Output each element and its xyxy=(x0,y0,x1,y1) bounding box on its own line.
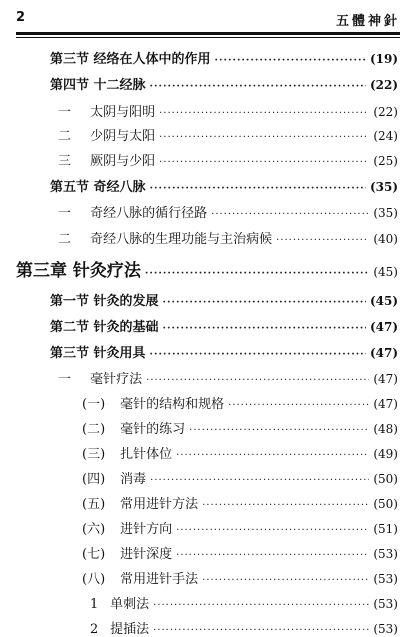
toc-entry-label xyxy=(82,468,146,487)
toc-entry-marker: 第五节 xyxy=(50,180,90,195)
toc-entry-marker: 一 xyxy=(58,105,72,120)
toc-entry-label xyxy=(58,101,155,120)
toc-entry-page: (47) xyxy=(373,397,398,411)
toc-entry-label xyxy=(82,543,172,562)
toc-entry xyxy=(82,393,398,412)
toc-entry-page: (51) xyxy=(373,522,398,536)
toc-leader-dots xyxy=(145,268,369,279)
toc-entry xyxy=(58,228,398,247)
toc-entry-title: 针灸的发展 xyxy=(89,294,159,309)
toc-entry-marker: 三 xyxy=(58,154,72,169)
toc-leader-dots xyxy=(150,183,366,194)
toc-entry-marker: 二 xyxy=(58,232,72,247)
toc-entry-page: (53) xyxy=(373,622,398,636)
toc-leader-dots xyxy=(202,575,369,586)
toc-leader-dots xyxy=(276,235,369,246)
book-title: 五體神針 xyxy=(335,14,400,29)
toc-entry-page: (47) xyxy=(369,320,398,334)
toc-entry-title: 厥阴与少阳 xyxy=(86,154,156,169)
toc-leader-dots xyxy=(159,108,369,119)
toc-entry-page: (49) xyxy=(373,447,398,461)
toc-leader-dots xyxy=(150,81,366,92)
toc-entry xyxy=(90,618,398,637)
toc-entry xyxy=(58,202,398,221)
toc-entry-title: 常用进针手法 xyxy=(116,572,199,587)
toc-entry-label xyxy=(50,290,159,309)
toc-entry-page: (50) xyxy=(373,497,398,511)
toc-entry-page: (47) xyxy=(373,372,398,386)
toc-entry-title: 针灸疗法 xyxy=(67,261,141,281)
toc-entry xyxy=(82,443,398,462)
toc-entry-label xyxy=(82,443,172,462)
toc-entry-page: (53) xyxy=(373,597,398,611)
toc-entry-page: (22) xyxy=(369,78,398,92)
toc-entry-title: 进针方向 xyxy=(116,522,173,537)
toc-entry xyxy=(82,493,398,512)
toc-entry xyxy=(50,74,398,93)
toc-entry-title: 扎针体位 xyxy=(116,447,173,462)
toc-entry-title: 进针深度 xyxy=(116,547,173,562)
page-number: 2 xyxy=(16,10,26,25)
toc-entry-marker: 2 xyxy=(90,622,99,637)
toc-entry-label xyxy=(58,202,207,221)
toc-leader-dots xyxy=(153,625,369,636)
toc-entry xyxy=(58,368,398,387)
toc-entry xyxy=(82,418,398,437)
toc-entry-page: (24) xyxy=(373,129,398,143)
toc-entry-page: (19) xyxy=(369,52,398,66)
toc-leader-dots xyxy=(150,475,369,486)
toc-entry xyxy=(82,543,398,562)
toc-entry-marker: 第二节 xyxy=(50,320,90,335)
toc-entry-marker: 第一节 xyxy=(50,294,90,309)
toc-entry-label xyxy=(58,228,272,247)
toc-entry-label xyxy=(82,568,198,587)
toc-entry-page: (25) xyxy=(373,154,398,168)
toc-entry-title: 针灸的基础 xyxy=(89,320,159,335)
toc-entry-title: 消毒 xyxy=(116,472,147,487)
toc-leader-dots xyxy=(150,349,366,360)
toc-entry-title: 经络在人体中的作用 xyxy=(89,52,211,67)
toc-entry-title: 提插法 xyxy=(106,622,150,637)
toc-leader-dots xyxy=(176,550,369,561)
toc-entry xyxy=(50,316,398,335)
toc-entry-title: 针灸用具 xyxy=(89,346,146,361)
toc-entry-page: (50) xyxy=(373,472,398,486)
toc-entry-page: (53) xyxy=(373,572,398,586)
toc-entry-marker: (三) xyxy=(82,447,106,462)
toc-entry-title: 毫针的结构和规格 xyxy=(116,397,225,412)
toc-entry-title: 少阴与太阳 xyxy=(86,129,156,144)
toc-entry-marker: 一 xyxy=(58,206,72,221)
toc-entry-marker: 第三章 xyxy=(16,261,67,281)
toc-entry-label xyxy=(16,256,141,281)
toc-entry-page: (45) xyxy=(369,294,398,308)
toc-entry-marker: (五) xyxy=(82,497,106,512)
toc-leader-dots xyxy=(159,132,369,143)
toc-entry-label xyxy=(82,393,224,412)
toc-entry-label xyxy=(82,418,185,437)
toc-entry-label xyxy=(50,48,211,67)
toc-leader-dots xyxy=(163,323,366,334)
toc-entry xyxy=(50,290,398,309)
toc-entry xyxy=(82,468,398,487)
toc-entry-title: 单刺法 xyxy=(106,597,150,612)
toc-entry-title: 毫针疗法 xyxy=(86,372,143,387)
toc-entry xyxy=(50,48,398,67)
toc-leader-dots xyxy=(211,209,369,220)
toc-entry xyxy=(16,256,398,281)
toc-entry-marker: (二) xyxy=(82,422,106,437)
toc-entry xyxy=(50,342,398,361)
toc-entry-marker: (八) xyxy=(82,572,106,587)
toc-entry-label xyxy=(90,593,149,612)
toc-leader-dots xyxy=(215,55,366,66)
toc-entry-marker: (一) xyxy=(82,397,106,412)
toc-entry-marker: (七) xyxy=(82,547,106,562)
toc-entry-marker: 第四节 xyxy=(50,78,90,93)
toc-entry-title: 常用进针方法 xyxy=(116,497,199,512)
toc-entry-page: (35) xyxy=(373,206,398,220)
toc-entry-marker: (四) xyxy=(82,472,106,487)
toc-entry xyxy=(58,101,398,120)
toc-entry-page: (40) xyxy=(373,232,398,246)
toc-entry xyxy=(90,593,398,612)
toc-entry-page: (22) xyxy=(373,105,398,119)
toc-leader-dots xyxy=(159,157,369,168)
toc-entry xyxy=(58,125,398,144)
toc-entry-marker: 1 xyxy=(90,597,99,612)
toc-entry-title: 奇经八脉的循行径路 xyxy=(86,206,208,221)
toc-leader-dots xyxy=(163,297,366,308)
toc-entry-page: (48) xyxy=(373,422,398,436)
toc-entry-title: 十二经脉 xyxy=(89,78,146,93)
toc-entry-label xyxy=(50,176,146,195)
toc-entry-title: 太阴与阳明 xyxy=(86,105,156,120)
toc-entry-marker: 第三节 xyxy=(50,346,90,361)
toc-entry-marker: 二 xyxy=(58,129,72,144)
toc-entry-label xyxy=(50,74,146,93)
toc-entry-page: (45) xyxy=(373,265,398,279)
toc-entry-label xyxy=(58,368,142,387)
toc-entry-title: 毫针的练习 xyxy=(116,422,186,437)
toc-leader-dots xyxy=(202,500,369,511)
toc-leader-dots xyxy=(189,425,369,436)
toc-leader-dots xyxy=(153,600,369,611)
toc-leader-dots xyxy=(176,450,369,461)
toc-entry-label xyxy=(58,150,155,169)
toc-entry-page: (35) xyxy=(369,180,398,194)
toc-entry-label xyxy=(50,316,159,335)
toc-entry xyxy=(58,150,398,169)
toc-leader-dots xyxy=(228,400,369,411)
toc-entry-marker: 第三节 xyxy=(50,52,90,67)
toc-entry-label xyxy=(82,518,172,537)
toc-entry-title: 奇经八脉 xyxy=(89,180,146,195)
toc-leader-dots xyxy=(146,375,369,386)
toc-entry-page: (47) xyxy=(369,346,398,360)
toc-entry xyxy=(50,176,398,195)
toc-entry-marker: (六) xyxy=(82,522,106,537)
toc-entry-label xyxy=(50,342,146,361)
toc-entry-title: 奇经八脉的生理功能与主治病候 xyxy=(86,232,273,247)
toc-entry-label xyxy=(82,493,198,512)
toc-entry-label xyxy=(90,618,149,637)
toc-entry-label xyxy=(58,125,155,144)
toc-entry xyxy=(82,568,398,587)
toc-entry-marker: 一 xyxy=(58,372,72,387)
toc-entry-page: (53) xyxy=(373,547,398,561)
toc-leader-dots xyxy=(176,525,369,536)
toc-entry xyxy=(82,518,398,537)
